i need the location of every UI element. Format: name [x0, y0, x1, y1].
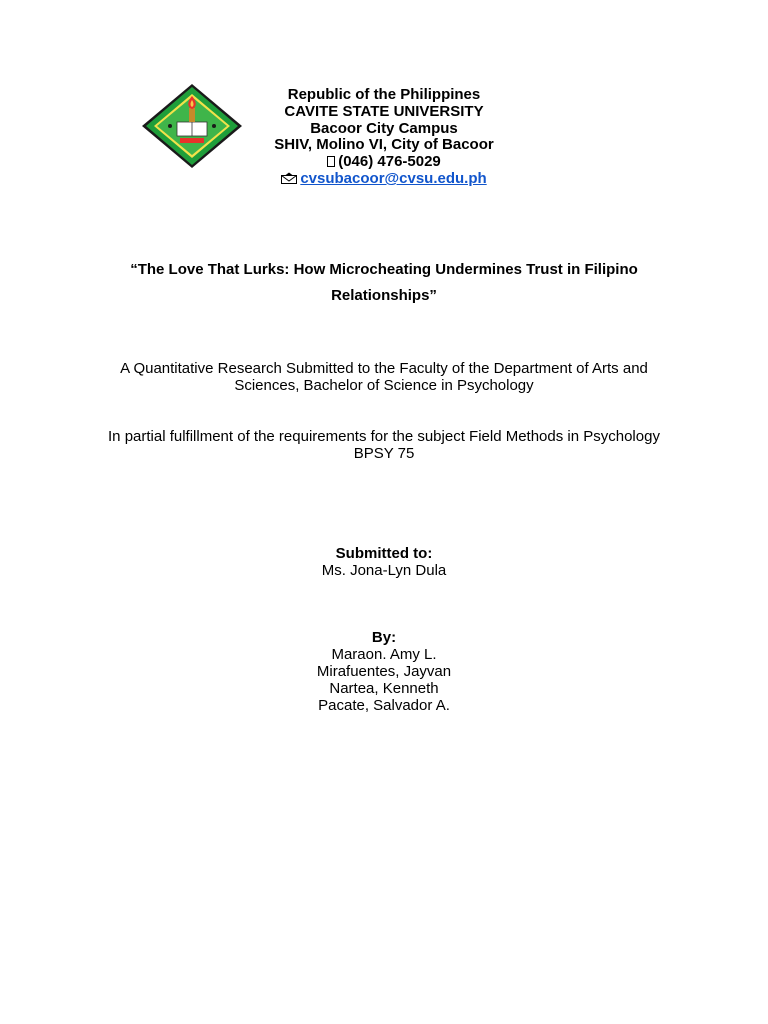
- campus-name: Bacoor City Campus: [310, 119, 458, 137]
- fulfillment-line-1: In partial fulfillment of the requirements for the subject Field Methods in Psychology: [108, 428, 660, 445]
- submitted-to-section: [80, 545, 688, 579]
- submitted-to-label: Submitted to:: [335, 545, 433, 562]
- institution-header: [240, 87, 528, 188]
- email-link[interactable]: cvsubacoor@cvsu.edu.ph: [300, 169, 487, 187]
- adviser-name: Ms. Jona-Lyn Dula: [321, 562, 447, 579]
- research-description: [80, 360, 688, 394]
- phone-line: [240, 154, 528, 171]
- university-seal-logo: [140, 82, 244, 170]
- authors-label: By:: [371, 629, 397, 646]
- research-title: [100, 257, 668, 309]
- university-name: CAVITE STATE UNIVERSITY: [284, 102, 484, 120]
- phone-icon: [327, 156, 335, 167]
- envelope-icon: [281, 172, 297, 184]
- author-name: Pacate, Salvador A.: [318, 697, 450, 714]
- authors-section: [80, 629, 688, 714]
- author-name: Nartea, Kenneth: [329, 680, 439, 697]
- fulfillment-statement: [80, 428, 688, 462]
- author-name: Maraon. Amy L.: [331, 646, 437, 663]
- title-line-1: “The Love That Lurks: How Microcheating Undermines Trust in Filipino: [130, 261, 638, 278]
- description-line-2: Sciences, Bachelor of Science in Psychology: [234, 377, 534, 394]
- campus-address: SHIV, Molino VI, City of Bacoor: [274, 136, 494, 154]
- course-code: BPSY 75: [353, 445, 415, 462]
- country-line: Republic of the Philippines: [287, 86, 481, 103]
- author-name: Mirafuentes, Jayvan: [316, 663, 452, 680]
- title-line-2: Relationships”: [331, 287, 437, 304]
- phone-number: (046) 476-5029: [338, 153, 441, 171]
- description-line-1: A Quantitative Research Submitted to the Faculty of the Department of Arts and: [120, 360, 648, 377]
- email-line: [240, 171, 528, 188]
